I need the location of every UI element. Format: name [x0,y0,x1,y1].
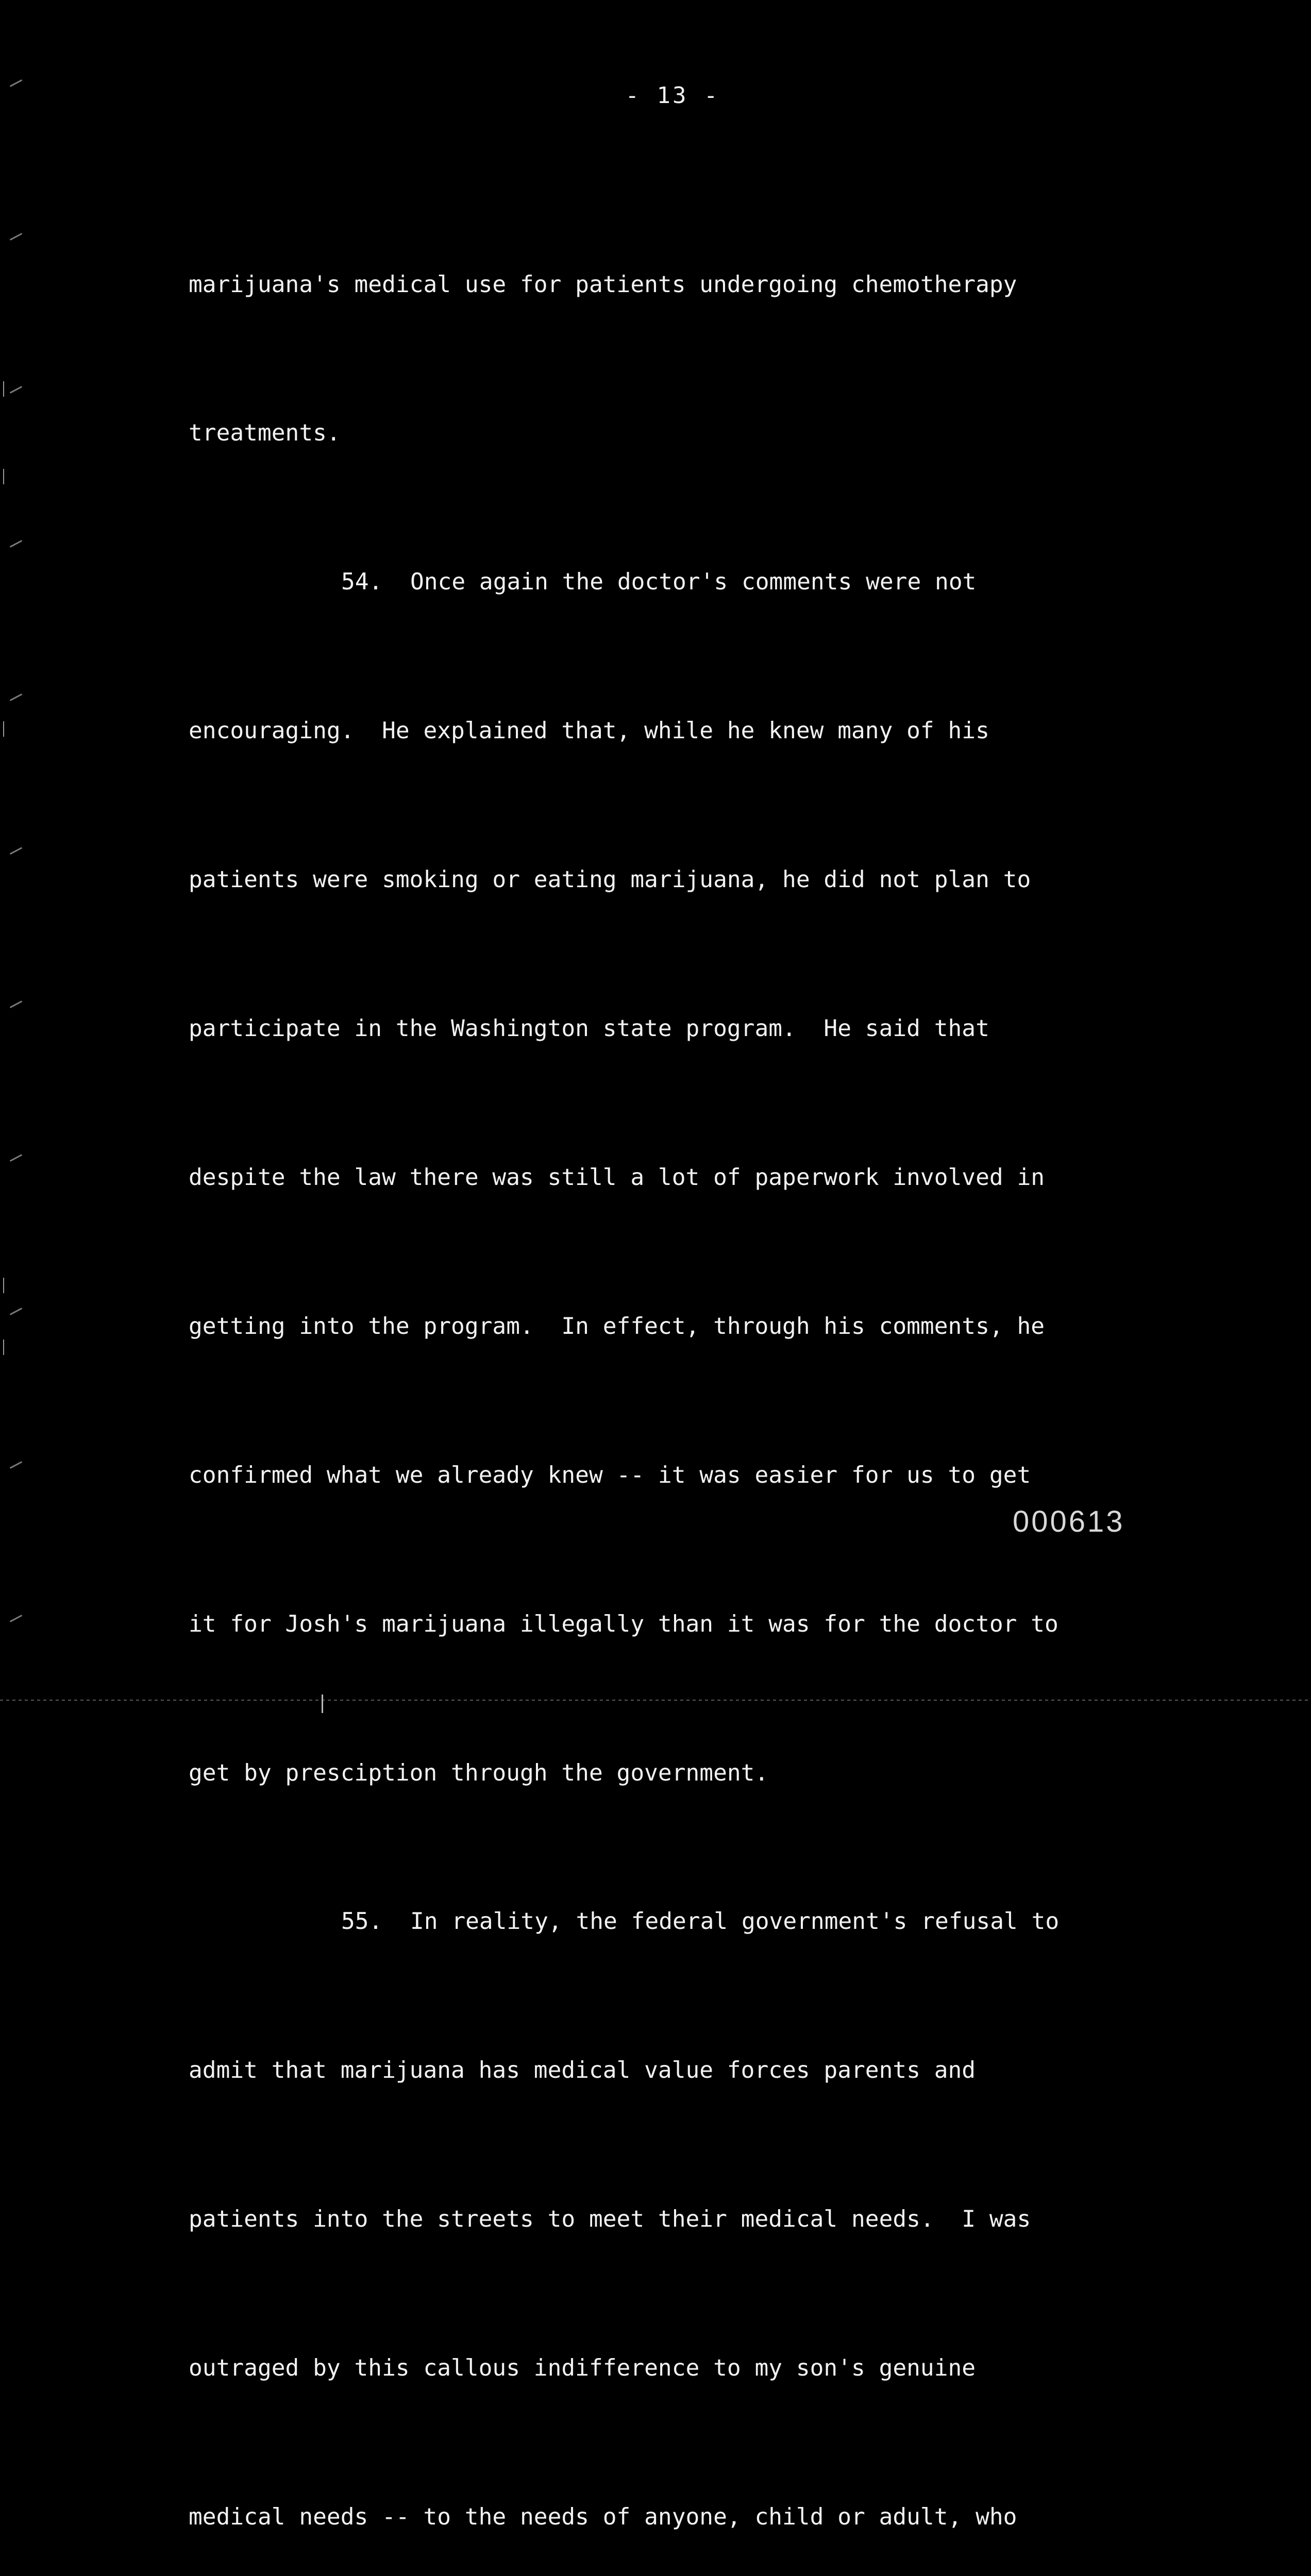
text-line: admit that marijuana has medical value forces parents and [189,2057,976,2084]
text-line: outraged by this callous indifference to my son's genuine [189,2355,976,2382]
text-line: marijuana's medical use for patients undergoing chemotherapy [189,271,1017,298]
text-line: getting into the program. In effect, through his comments, he [189,1313,1045,1340]
paragraph-54-start: 54. Once again the doctor's comments were not [341,569,977,596]
scan-mark [3,469,4,484]
scan-mark [10,1308,22,1315]
text-line: patients into the streets to meet their medical needs. I was [189,2206,1031,2233]
scan-mark [3,721,4,737]
text-line: participate in the Washington state program. He said that [189,1015,989,1042]
scan-mark [322,1694,323,1713]
scan-mark [10,693,22,701]
scan-mark [10,847,22,855]
text-line: patients were smoking or eating marijuana, he did not plan to [189,867,1031,893]
text-line: medical needs -- to the needs of anyone, child or adult, who [189,2503,1017,2530]
scan-mark [3,1340,4,1355]
scan-mark [10,540,22,548]
paragraph-55-start: 55. In reality, the federal government's refusal to [341,1908,1060,1935]
text-line: get by presciption through the government. [189,1759,769,1786]
scan-mark [10,386,22,394]
scan-mark [10,1001,22,1008]
scan-mark [10,1461,22,1469]
page-number: - 13 - [625,82,720,109]
scan-edge-line [0,1700,1311,1701]
scan-mark [10,1615,22,1622]
scan-mark [10,1154,22,1162]
text-line: despite the law there was still a lot of paperwork involved in [189,1164,1045,1191]
text-line: confirmed what we already knew -- it was easier for us to get [189,1462,1031,1488]
bates-stamp: 000613 [1013,1505,1125,1538]
text-line: encouraging. He explained that, while he knew many of his [189,718,989,744]
text-line: treatments. [189,420,341,447]
scan-mark [10,233,22,241]
scan-mark [3,1278,4,1293]
scan-mark [3,381,4,397]
body-text [189,161,1168,2576]
text-line: it for Josh's marijuana illegally than it was for the doctor to [189,1611,1058,1637]
